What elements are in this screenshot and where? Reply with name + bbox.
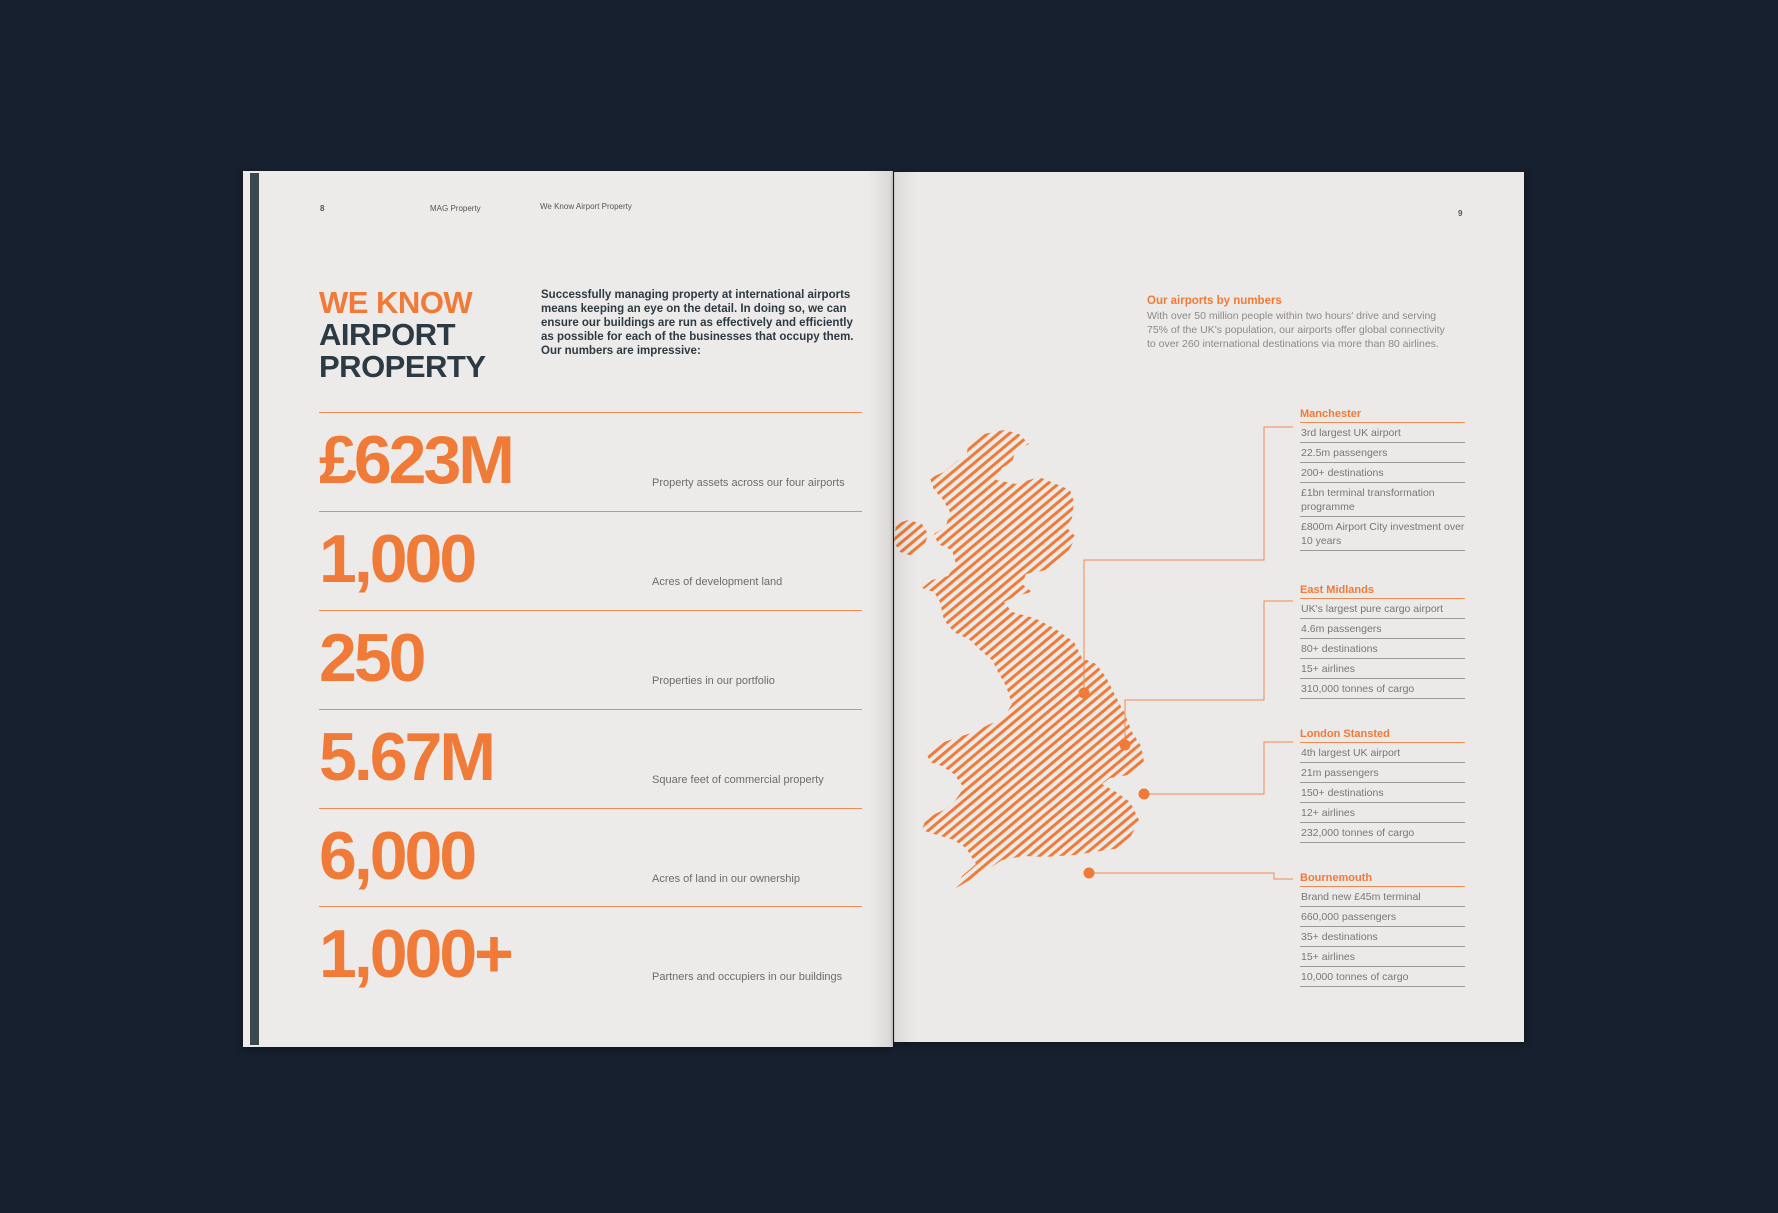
stat-label: Property assets across our four airports bbox=[652, 477, 845, 489]
stat-label: Partners and occupiers in our buildings bbox=[652, 971, 843, 983]
stat-row bbox=[319, 906, 862, 1006]
page-number-right: 9 bbox=[1458, 209, 1463, 218]
airport-fact: 3rd largest UK airport bbox=[1300, 422, 1465, 443]
page-number-left: 8 bbox=[320, 204, 325, 213]
airport-fact: UK's largest pure cargo airport bbox=[1300, 598, 1465, 619]
stat-value: £623M bbox=[319, 422, 512, 498]
ni-landmass bbox=[894, 520, 928, 556]
left-page bbox=[243, 171, 893, 1047]
title-line-2: AIRPORT bbox=[319, 317, 455, 352]
stat-value: 1,000+ bbox=[319, 916, 511, 992]
airport-fact: 150+ destinations bbox=[1300, 783, 1465, 803]
airport-east-midlands bbox=[1300, 584, 1465, 699]
airport-name: Manchester bbox=[1300, 408, 1362, 420]
stat-label: Properties in our portfolio bbox=[652, 675, 775, 687]
airport-fact: 15+ airlines bbox=[1300, 659, 1465, 679]
airport-fact: 200+ destinations bbox=[1300, 463, 1465, 483]
stat-row bbox=[319, 709, 862, 809]
airport-fact: 4.6m passengers bbox=[1300, 619, 1465, 639]
running-head-section: We Know Airport Property bbox=[540, 202, 632, 211]
stat-label: Acres of land in our ownership bbox=[652, 873, 800, 885]
airport-fact: 310,000 tonnes of cargo bbox=[1300, 679, 1465, 699]
airport-fact: 22.5m passengers bbox=[1300, 443, 1465, 463]
spine-bar bbox=[250, 173, 259, 1045]
right-page bbox=[894, 172, 1524, 1042]
stat-value: 6,000 bbox=[319, 818, 475, 894]
bournemouth-marker bbox=[1084, 868, 1095, 879]
manchester-connector bbox=[1084, 427, 1293, 693]
airport-london-stansted bbox=[1300, 728, 1465, 843]
stat-row bbox=[319, 610, 862, 710]
airport-name: London Stansted bbox=[1300, 728, 1390, 740]
east-midlands-connector bbox=[1125, 601, 1293, 745]
section-title: Our airports by numbers bbox=[1147, 295, 1282, 307]
stat-value: 1,000 bbox=[319, 521, 475, 597]
stansted-marker bbox=[1139, 789, 1150, 800]
airport-fact: 80+ destinations bbox=[1300, 639, 1465, 659]
airport-fact: £1bn terminal transformation programme bbox=[1300, 483, 1465, 517]
title-line-1: WE KNOW bbox=[319, 285, 473, 320]
bournemouth-connector bbox=[1089, 873, 1293, 879]
stat-value: 250 bbox=[319, 620, 424, 696]
stat-label: Acres of development land bbox=[652, 576, 783, 588]
airport-fact: 15+ airlines bbox=[1300, 947, 1465, 967]
title-line-3: PROPERTY bbox=[319, 349, 486, 384]
manchester-marker bbox=[1079, 688, 1090, 699]
stat-row bbox=[319, 412, 862, 512]
airport-fact: 35+ destinations bbox=[1300, 927, 1465, 947]
airport-fact: 10,000 tonnes of cargo bbox=[1300, 967, 1465, 987]
airport-fact: 660,000 passengers bbox=[1300, 907, 1465, 927]
airport-fact: £800m Airport City investment over 10 years bbox=[1300, 517, 1465, 551]
intro-paragraph: Successfully managing property at international airports means keeping an eye on the detail. In doing so, we can ensure our buildings are run as effectively and efficiently as possible for each of the businesses that occupy them. Our numbers are impressive: bbox=[541, 289, 854, 357]
airport-fact: 21m passengers bbox=[1300, 763, 1465, 783]
airport-bournemouth bbox=[1300, 872, 1465, 987]
stat-value: 5.67M bbox=[319, 719, 493, 795]
stat-label: Square feet of commercial property bbox=[652, 774, 824, 786]
airport-name: East Midlands bbox=[1300, 584, 1374, 596]
uk-landmass bbox=[922, 430, 1144, 888]
airport-fact: 4th largest UK airport bbox=[1300, 742, 1465, 763]
airport-fact: 232,000 tonnes of cargo bbox=[1300, 823, 1465, 843]
section-text: With over 50 million people within two hours' drive and serving 75% of the UK's population, our airports offer global connectivity to over 260 international destinations via more than 80 airlines. bbox=[1147, 310, 1445, 350]
east-midlands-marker bbox=[1120, 740, 1131, 751]
airport-manchester bbox=[1300, 408, 1465, 551]
stat-row bbox=[319, 808, 862, 908]
stansted-connector bbox=[1144, 742, 1293, 794]
running-head-brand: MAG Property bbox=[430, 204, 481, 213]
airport-fact: Brand new £45m terminal bbox=[1300, 886, 1465, 907]
page-title bbox=[319, 287, 486, 383]
stat-row bbox=[319, 511, 862, 611]
airport-name: Bournemouth bbox=[1300, 872, 1373, 884]
airport-fact: 12+ airlines bbox=[1300, 803, 1465, 823]
